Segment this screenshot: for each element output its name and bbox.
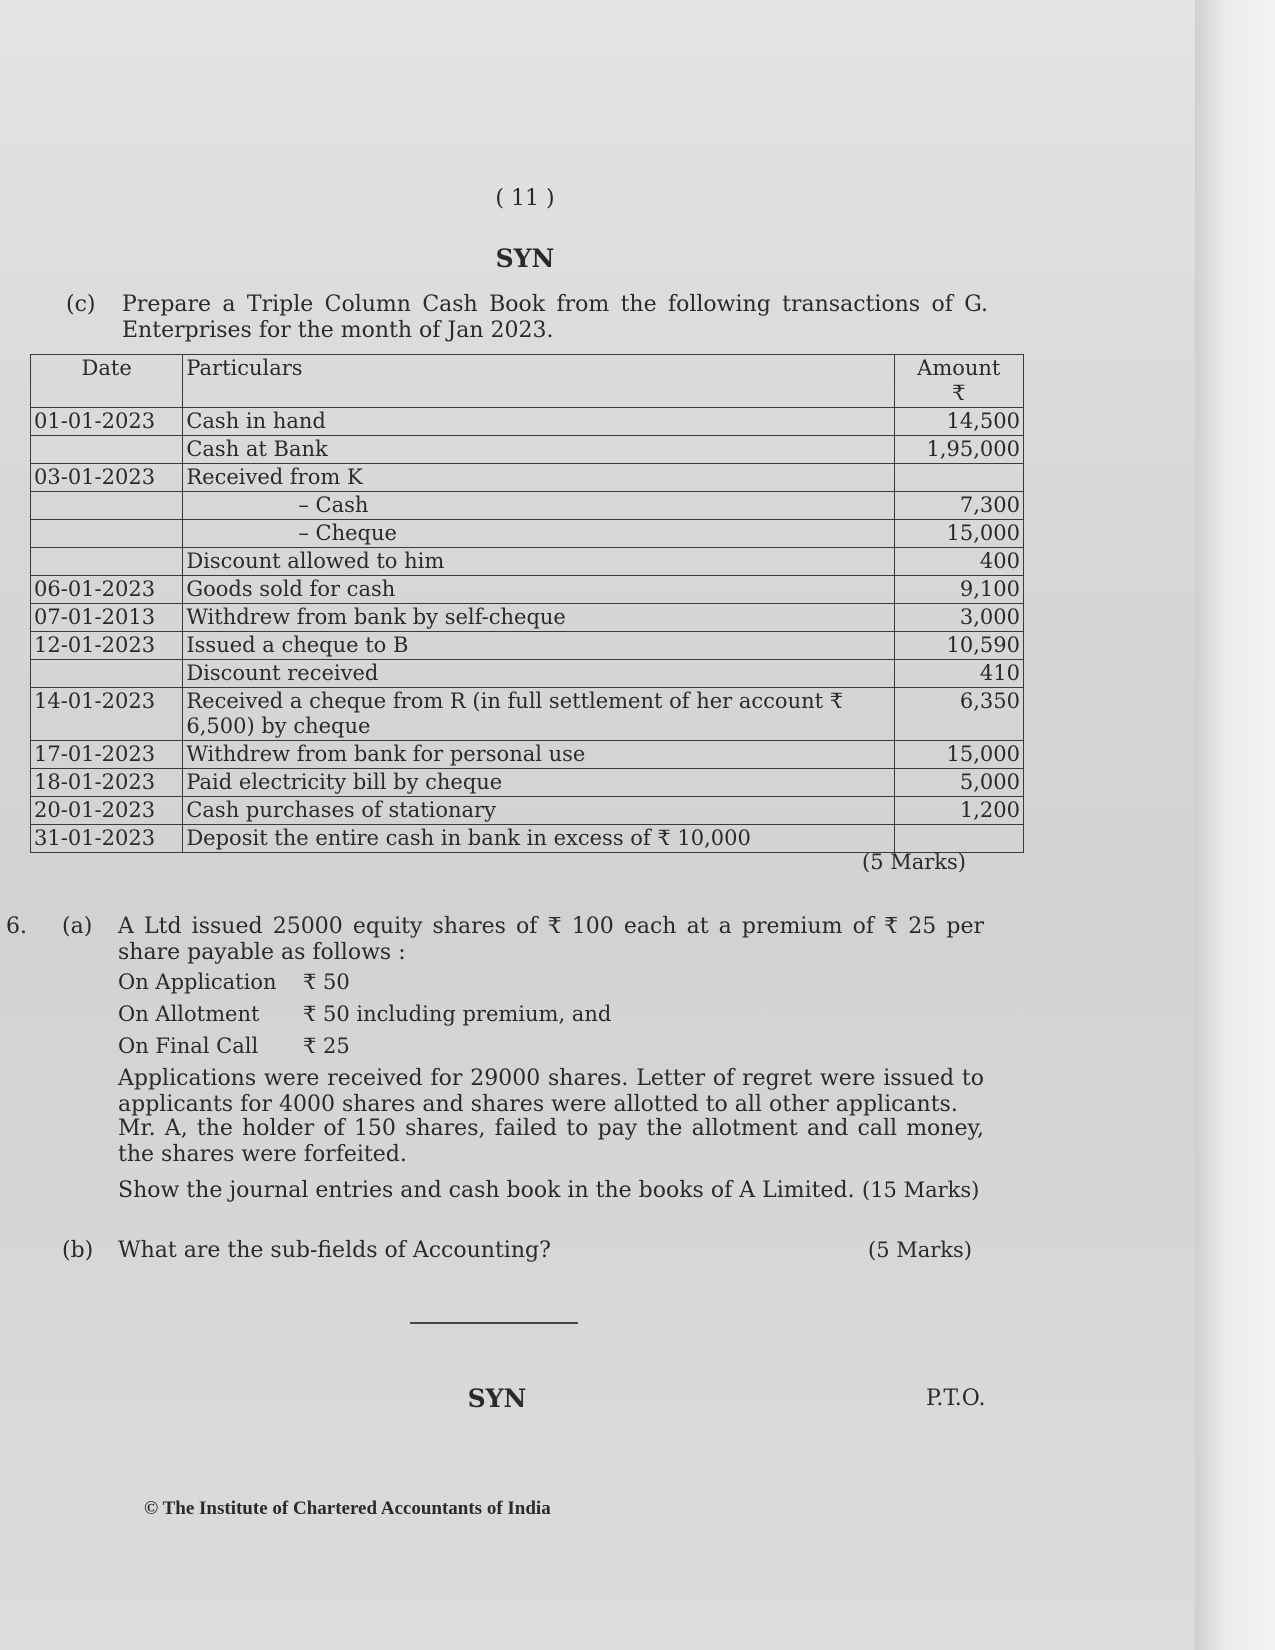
table-row xyxy=(31,408,1024,436)
payment-final-call xyxy=(118,1034,350,1058)
header-date: Date xyxy=(31,355,183,408)
transactions-body xyxy=(31,408,1024,853)
question-6a-para2: Mr. A, the holder of 150 shares, failed to pay the allotment and call money, the shares were forfeited. xyxy=(118,1116,984,1167)
payment-value: ₹ 50 including premium, and xyxy=(303,1002,612,1026)
table-header-row xyxy=(31,355,1024,408)
header-currency: ₹ xyxy=(952,381,966,405)
cell-particulars: Cash at Bank xyxy=(183,436,894,464)
cell-amount: 400 xyxy=(894,548,1023,576)
table-row xyxy=(31,769,1024,797)
cell-date: 06-01-2023 xyxy=(31,576,183,604)
cell-amount: 14,500 xyxy=(894,408,1023,436)
cell-amount: 15,000 xyxy=(894,520,1023,548)
question-c-marks: (5 Marks) xyxy=(862,850,966,874)
cell-particulars: Cash in hand xyxy=(183,408,894,436)
cell-amount: 10,590 xyxy=(894,632,1023,660)
cell-amount xyxy=(894,464,1023,492)
payment-value: ₹ 50 xyxy=(303,970,350,994)
table-row xyxy=(31,825,1024,853)
cell-amount xyxy=(894,825,1023,853)
cell-date xyxy=(31,548,183,576)
header-amount xyxy=(894,355,1023,408)
header-amount-label: Amount xyxy=(917,356,1001,380)
cell-particulars: Issued a cheque to B xyxy=(183,632,894,660)
table-row xyxy=(31,520,1024,548)
table-row xyxy=(31,436,1024,464)
payment-application xyxy=(118,970,350,994)
pto-label: P.T.O. xyxy=(926,1386,986,1411)
cell-amount: 1,95,000 xyxy=(894,436,1023,464)
cell-date: 01-01-2023 xyxy=(31,408,183,436)
cell-particulars: – Cash xyxy=(183,492,894,520)
cell-date xyxy=(31,492,183,520)
cell-date: 17-01-2023 xyxy=(31,741,183,769)
table-row xyxy=(31,741,1024,769)
question-6b-text: What are the sub-fields of Accounting? xyxy=(118,1238,551,1263)
cell-amount: 6,350 xyxy=(894,688,1023,741)
question-6a-intro: A Ltd issued 25000 equity shares of ₹ 100 each at a premium of ₹ 25 per share payable as follows : xyxy=(118,914,984,965)
cell-particulars: Paid electricity bill by cheque xyxy=(183,769,894,797)
cell-amount: 410 xyxy=(894,660,1023,688)
cell-particulars: Received a cheque from R (in full settlement of her account ₹ 6,500) by cheque xyxy=(183,688,894,741)
cell-particulars: Discount received xyxy=(183,660,894,688)
table-row xyxy=(31,548,1024,576)
header-particulars: Particulars xyxy=(183,355,894,408)
cell-amount: 5,000 xyxy=(894,769,1023,797)
question-6b-marks: (5 Marks) xyxy=(868,1238,972,1262)
cell-date: 20-01-2023 xyxy=(31,797,183,825)
cell-date: 31-01-2023 xyxy=(31,825,183,853)
transactions-table xyxy=(30,354,1024,853)
payment-allotment xyxy=(118,1002,611,1026)
question-6a-label: (a) xyxy=(62,914,93,939)
payment-label: On Allotment xyxy=(118,1002,260,1026)
question-6a-para1: Applications were received for 29000 shares. Letter of regret were issued to applicants for 4000 shares and shares were allotted to all other applicants. xyxy=(118,1066,984,1117)
question-c-text: Prepare a Triple Column Cash Book from the following transactions of G. Enterprises for the month of Jan 2023. xyxy=(122,292,988,343)
cell-date xyxy=(31,660,183,688)
question-6a-instruction: Show the journal entries and cash book in the books of A Limited. xyxy=(118,1178,855,1203)
payment-value: ₹ 25 xyxy=(303,1034,350,1058)
cell-particulars: – Cheque xyxy=(183,520,894,548)
page-number: ( 11 ) xyxy=(495,186,555,211)
question-c-label: (c) xyxy=(66,292,96,317)
table-row xyxy=(31,604,1024,632)
page-edge-shadow xyxy=(1195,0,1275,1650)
table-row xyxy=(31,632,1024,660)
payment-label: On Application xyxy=(118,970,277,994)
cell-date xyxy=(31,436,183,464)
table-row xyxy=(31,660,1024,688)
cell-amount: 15,000 xyxy=(894,741,1023,769)
cell-date: 12-01-2023 xyxy=(31,632,183,660)
cell-particulars: Discount allowed to him xyxy=(183,548,894,576)
table-row xyxy=(31,464,1024,492)
table-row xyxy=(31,797,1024,825)
table-row xyxy=(31,492,1024,520)
cell-particulars: Received from K xyxy=(183,464,894,492)
cell-particulars: Withdrew from bank by self-cheque xyxy=(183,604,894,632)
paper-code-footer: SYN xyxy=(467,1384,527,1413)
table-row xyxy=(31,576,1024,604)
paper-code-header: SYN xyxy=(495,244,555,273)
question-6-number: 6. xyxy=(6,914,27,939)
question-6a-marks: (15 Marks) xyxy=(862,1178,980,1202)
payment-label: On Final Call xyxy=(118,1034,259,1058)
cell-particulars: Goods sold for cash xyxy=(183,576,894,604)
table-row xyxy=(31,688,1024,741)
cell-amount: 3,000 xyxy=(894,604,1023,632)
cell-particulars: Deposit the entire cash in bank in excess of ₹ 10,000 xyxy=(183,825,894,853)
cell-date: 14-01-2023 xyxy=(31,688,183,741)
cell-date: 03-01-2023 xyxy=(31,464,183,492)
end-divider xyxy=(410,1322,578,1324)
cell-particulars: Withdrew from bank for personal use xyxy=(183,741,894,769)
cell-amount: 7,300 xyxy=(894,492,1023,520)
copyright-notice: © The Institute of Chartered Accountants of India xyxy=(144,1498,551,1519)
cell-particulars: Cash purchases of stationary xyxy=(183,797,894,825)
cell-date: 07-01-2013 xyxy=(31,604,183,632)
cell-amount: 1,200 xyxy=(894,797,1023,825)
question-6b-label: (b) xyxy=(62,1238,94,1263)
cell-amount: 9,100 xyxy=(894,576,1023,604)
cell-date: 18-01-2023 xyxy=(31,769,183,797)
cell-date xyxy=(31,520,183,548)
